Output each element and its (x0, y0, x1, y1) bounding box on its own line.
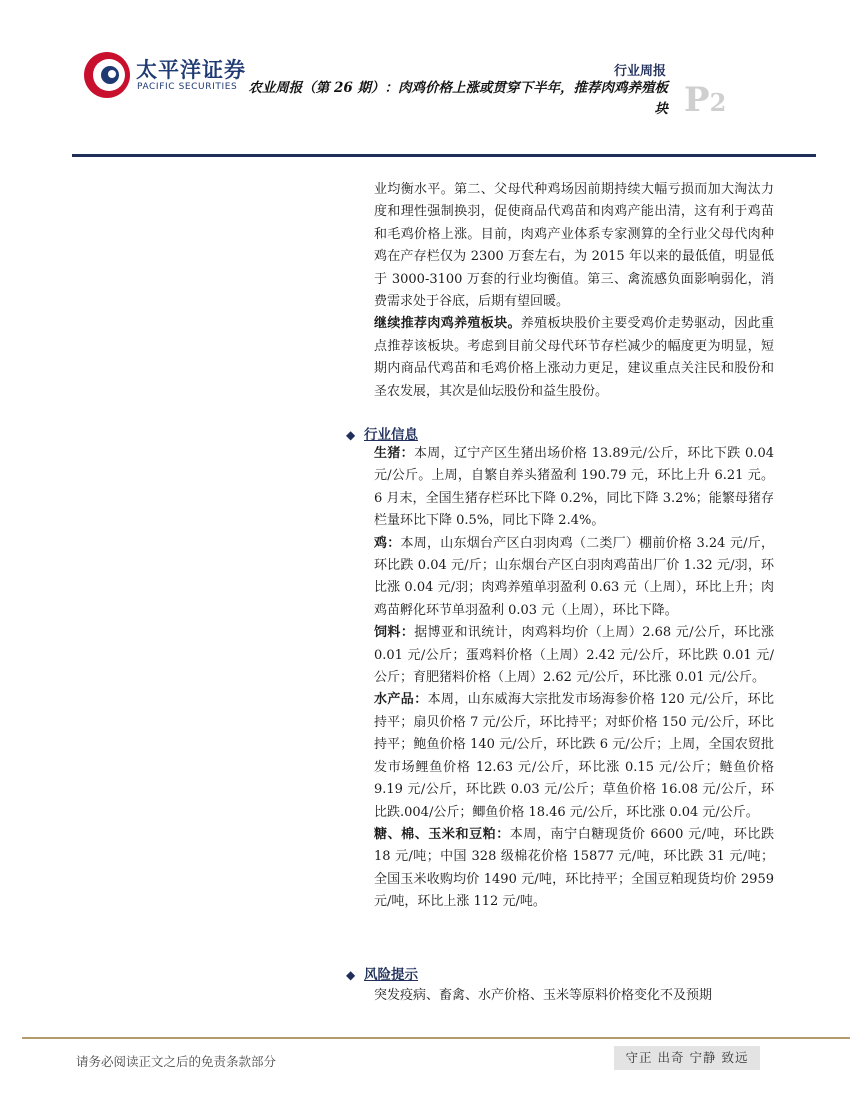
footer-motto: 守正 出奇 宁静 致远 (614, 1046, 760, 1070)
industry-item-hog: 生猪：本周，辽宁产区生猪出场价格 13.89元/公斤，环比下跌 0.04元/公斤。上周，自繁自养头猪盈利 190.79 元，环比上升 6.21 元。6 月末，全国生猪存栏环比下降 0.2%，同比下降 3.2%；能繁母猪存栏量环比下降 0.5%，同比下降 2.4%。 (374, 446, 774, 529)
company-logo (82, 50, 246, 100)
industry-block (374, 443, 774, 914)
industry-item-feed: 饲料：据博亚和讯统计，肉鸡料均价（上周）2.68 元/公斤，环比涨 0.01 元/公斤；蛋鸡料价格（上周）2.42 元/公斤，环比跌 0.01 元/公斤；育肥猪料价格（上周）2.62 元/公斤，环比涨 0.01 元/公斤。 (374, 625, 774, 686)
intro-block (374, 179, 774, 403)
industry-item-chicken: 鸡：本周，山东烟台产区白羽肉鸡（二类厂）棚前价格 3.24 元/斤，环比跌 0.04 元/斤；山东烟台产区白羽肉鸡苗出厂价 1.32 元/羽，环比涨 0.04 元/羽；肉鸡养殖单羽盈利 0.63 元（上周），环比上升；肉鸡苗孵化环节单羽盈利 0.03 元（上周），环比下降。 (374, 535, 774, 618)
risk-block (374, 985, 774, 1007)
recommend-lead: 继续推荐肉鸡养殖板块。 (374, 316, 521, 332)
header-divider (72, 154, 816, 157)
footer-divider (22, 1037, 850, 1039)
section-heading-risk: ◆ 风险提示 (346, 967, 418, 983)
page-number: P2 (684, 80, 727, 120)
pacific-logo-icon (82, 50, 132, 100)
logo-english-name: PACIFIC SECURITIES (137, 82, 238, 92)
industry-item-aquatic: 水产品：本周，山东威海大宗批发市场海参价格 120 元/公斤，环比持平；扇贝价格 7 元/公斤，环比持平；对虾价格 150 元/公斤，环比持平；鲍鱼价格 140 元/公斤，环比跌 6 元/公斤；上周，全国农贸批发市场鲤鱼价格 12.63 元/公斤，环比涨 0.15 元/公斤；鲢鱼价格 9.19 元/公斤，环比跌 0.03 元/公斤；草鱼价格 16.08 元/公斤，环比跌.004/公斤；鲫鱼价格 18.46 元/公斤，环比涨 0.04 元/公斤。 (374, 692, 774, 820)
report-title: 农业周报（第 26 期）：肉鸡价格上涨或贯穿下半年，推荐肉鸡养殖板块 (248, 80, 668, 117)
risk-text: 突发疫病、畜禽、水产价格、玉米等原料价格变化不及预期 (374, 988, 713, 1003)
section-heading-industry: ◆ 行业信息 (346, 427, 418, 443)
industry-item-commodities: 糖、棉、玉米和豆粕：本周，南宁白糖现货价 6600 元/吨，环比跌 18 元/吨；中国 328 级棉花价格 15877 元/吨，环比跌 31 元/吨；全国玉米收购均价 1490 元/吨，环比持平；全国豆粕现货均价 2959 元/吨，环比上涨 112 元/吨。 (374, 826, 774, 910)
logo-chinese-name: 太平洋证券 (136, 58, 246, 82)
report-category: 行业周报 (613, 64, 666, 79)
footer-disclaimer: 请务必阅读正文之后的免责条款部分 (76, 1054, 277, 1069)
intro-paragraph: 业均衡水平。第二、父母代种鸡场因前期持续大幅亏损而加大淘汰力度和理性强制换羽，促使商品代鸡苗和肉鸡产能出清，这有利于鸡苗和毛鸡价格上涨。目前，肉鸡产业体系专家测算的全行业父母代肉种鸡在产存栏仅为 2300 万套左右，为 2015 年以来的最低值，明显低于 3000-3100 万套的行业均衡值。第三、禽流感负面影响弱化，消费需求处于谷底，后期有望回暖。 (374, 182, 774, 310)
diamond-bullet-icon: ◆ (346, 968, 356, 982)
recommend-paragraph (374, 313, 774, 403)
recommend-text: 养殖板块股价主要受鸡价走势驱动，因此重点推荐该板块。考虑到目前父母代环节存栏减少的幅度更为明显，短期内商品代鸡苗和毛鸡价格上涨动力更足，建议重点关注民和股份和圣农发展，其次是仙坛股份和益生股份。 (374, 316, 774, 399)
diamond-bullet-icon: ◆ (346, 428, 356, 442)
